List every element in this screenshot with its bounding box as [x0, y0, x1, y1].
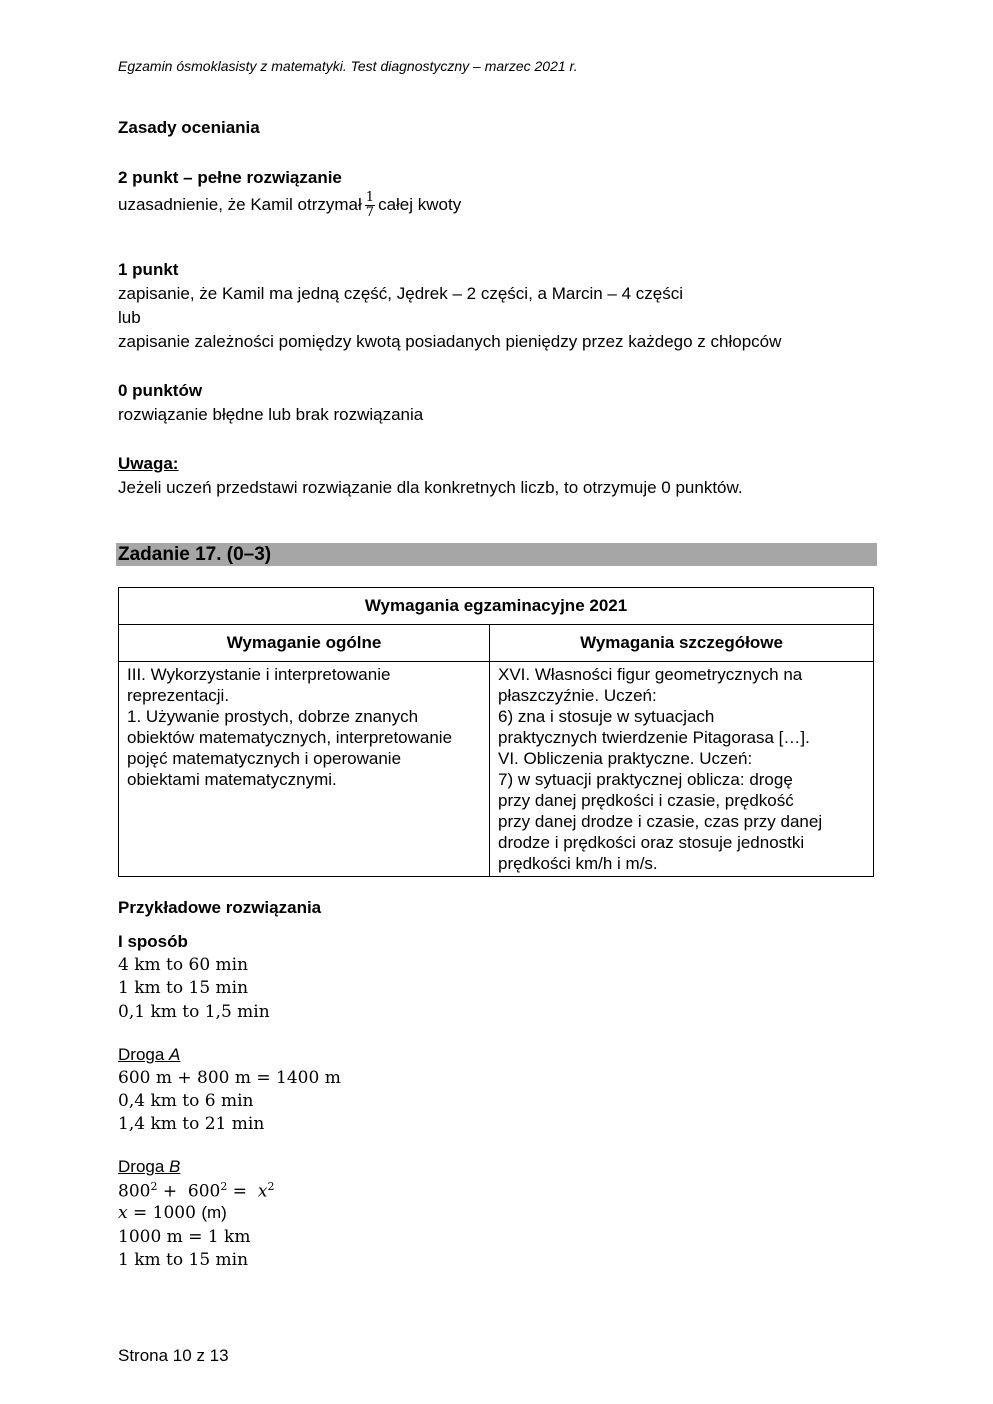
road-b-label: [118, 1157, 180, 1177]
one-point-line1: zapisanie, że Kamil ma jedną część, Jędrek – 2 części, a Marcin – 4 części: [118, 284, 684, 303]
detailed-line: 6) zna i stosuje w sytuacjach: [498, 707, 715, 726]
eq-term-600: 600: [187, 1181, 221, 1202]
detailed-line: płaszczyźnie. Uczeń:: [498, 686, 657, 705]
road-a-label: [118, 1045, 180, 1065]
eq-variable-x: x: [118, 1203, 128, 1223]
task-title: Zadanie 17. (0–3): [118, 544, 272, 565]
task-title-bar: [116, 543, 877, 566]
road-a-line: 1,4 km to 21 min: [118, 1114, 265, 1134]
scoring-title: Zasady oceniania: [118, 118, 260, 137]
requirements-table: [118, 587, 874, 877]
fraction-one-seventh: [365, 191, 375, 220]
note-heading: Uwaga:: [118, 454, 179, 473]
one-point-or: lub: [118, 308, 141, 327]
general-line: pojęć matematycznych i operowanie: [127, 749, 402, 768]
general-requirement-header: Wymaganie ogólne: [119, 625, 490, 662]
road-b-time: 1 km to 15 min: [118, 1250, 249, 1270]
zero-point-text: rozwiązanie błędne lub brak rozwiązania: [118, 405, 424, 424]
one-point-line2: zapisanie zależności pomiędzy kwotą posiadanych pieniędzy przez każdego z chłopców: [118, 332, 782, 351]
general-line: reprezentacji.: [127, 686, 230, 705]
one-point-heading: 1 punkt: [118, 260, 179, 279]
solution-line: 1 km to 15 min: [118, 978, 249, 998]
detailed-line: VI. Obliczenia praktyczne. Uczeń:: [498, 749, 753, 768]
fraction-numerator: 1: [365, 190, 375, 205]
detailed-line: praktycznych twierdzenie Pitagorasa […].: [498, 728, 810, 747]
note-text: Jeżeli uczeń przedstawi rozwiązanie dla konkretnych liczb, to otrzymuje 0 punktów.: [118, 478, 743, 497]
detailed-line: XVI. Własności figur geometrycznych na: [498, 665, 803, 684]
general-line: III. Wykorzystanie i interpretowanie: [127, 665, 391, 684]
eq-variable-x: x: [257, 1181, 268, 1202]
eq-exponent: 2: [220, 1180, 228, 1193]
conversion-equation: 1000 m = 1 km: [118, 1227, 251, 1247]
general-requirement-cell: [119, 662, 490, 877]
full-score-text: [118, 191, 461, 220]
detailed-line: drodze i prędkości oraz stosuje jednostki: [498, 833, 805, 852]
fraction-denominator: 7: [365, 205, 375, 220]
detailed-line: 7) w sytuacji praktycznej oblicza: drogę: [498, 770, 793, 789]
detailed-line: prędkości km/h i m/s.: [498, 854, 658, 873]
detailed-requirements-header: Wymagania szczegółowe: [490, 625, 874, 662]
page-footer: Strona 10 z 13: [118, 1346, 229, 1365]
full-score-text-after: całej kwoty: [378, 194, 462, 214]
road-a-letter: A: [169, 1045, 181, 1064]
general-line: obiektów matematycznych, interpretowanie: [127, 728, 453, 747]
eq-exponent: 2: [150, 1180, 158, 1193]
full-score-text-before: uzasadnienie, że Kamil otrzymał: [118, 194, 362, 214]
page-header: Egzamin ósmoklasisty z matematyki. Test diagnostyczny – marzec 2021 r.: [118, 58, 578, 74]
zero-point-heading: 0 punktów: [118, 381, 203, 400]
solution-line: 4 km to 60 min: [118, 955, 249, 975]
detailed-line: przy danej drodze i czasie, czas przy danej: [498, 812, 823, 831]
detailed-requirements-cell: [490, 662, 874, 877]
solution-line: 0,1 km to 1,5 min: [118, 1002, 270, 1022]
method-heading: I sposób: [118, 932, 188, 951]
eq-exponent: 2: [267, 1180, 275, 1193]
general-line: 1. Używanie prostych, dobrze znanych: [127, 707, 419, 726]
eq-unit: (m): [201, 1203, 227, 1222]
requirements-caption: Wymagania egzaminacyjne 2021: [119, 588, 874, 625]
road-a-line: 600 m + 800 m = 1400 m: [118, 1068, 341, 1088]
solutions-title: Przykładowe rozwiązania: [118, 898, 322, 917]
general-line: obiektami matematycznymi.: [127, 770, 337, 789]
pythagoras-equation: $800^2 + 600^2 = x^2$: [118, 1180, 275, 1202]
full-score-heading: 2 punkt – pełne rozwiązanie: [118, 168, 342, 187]
eq-x-value: = 1000: [133, 1203, 196, 1223]
road-a-line: 0,4 km to 6 min: [118, 1091, 254, 1111]
road-b-word: Droga: [118, 1157, 165, 1176]
x-value-equation: [118, 1203, 227, 1223]
road-b-letter: B: [169, 1157, 181, 1176]
detailed-line: przy danej prędkości i czasie, prędkość: [498, 791, 794, 810]
eq-term-800: 800: [118, 1181, 151, 1202]
road-a-word: Droga: [118, 1045, 165, 1064]
